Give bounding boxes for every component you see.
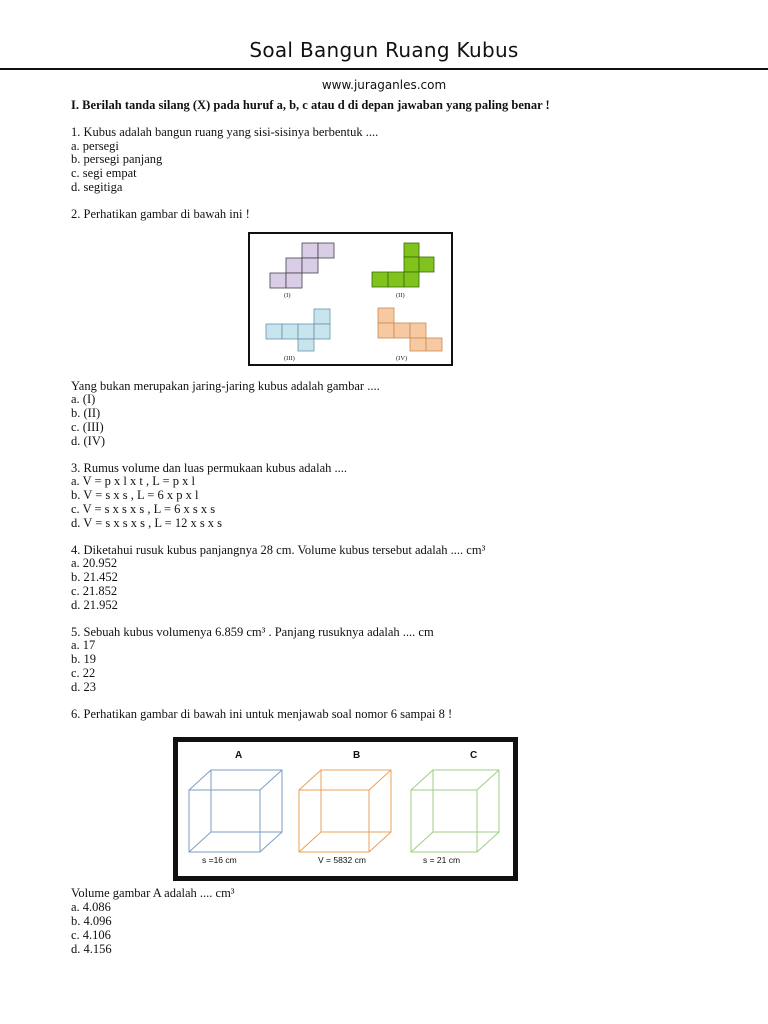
net-label-iii: (III): [284, 355, 295, 362]
net-ii: [372, 243, 434, 287]
q4-option-a: a. 20.952: [71, 556, 118, 571]
cube-label-a: A: [235, 750, 243, 761]
q4-option-c: c. 21.852: [71, 583, 118, 598]
q6-option-c: c. 4.106: [71, 927, 111, 942]
question-3: 3. Rumus volume dan luas permukaan kubus adalah ....: [71, 460, 347, 475]
q5-option-d: d. 23: [71, 679, 96, 694]
page-title: Soal Bangun Ruang Kubus: [249, 38, 519, 62]
question-2: 2. Perhatikan gambar di bawah ini !: [71, 206, 250, 221]
question-5: 5. Sebuah kubus volumenya 6.859 cm³ . Panjang rusuknya adalah .... cm: [71, 624, 434, 639]
header-divider: [0, 68, 768, 70]
question-4: 4. Diketahui rusuk kubus panjangnya 28 cm. Volume kubus tersebut adalah .... cm³: [71, 542, 486, 557]
q6-prompt: Volume gambar A adalah .... cm³: [71, 886, 235, 901]
q2-option-d: d. (IV): [71, 433, 106, 448]
net-iii: [266, 309, 330, 351]
q5-option-c: c. 22: [71, 665, 96, 680]
q2-option-b: b. (II): [71, 406, 101, 421]
q3-option-a: a. V = p x l x t , L = p x l: [71, 474, 195, 489]
q2-option-c: c. (III): [71, 419, 104, 434]
cube-label-c: C: [470, 750, 478, 761]
q3-option-d: d. V = s x s x s , L = 12 x s x s: [71, 515, 223, 530]
net-label-ii: (II): [396, 292, 405, 299]
question-6: 6. Perhatikan gambar di bawah ini untuk menjawab soal nomor 6 sampai 8 !: [71, 706, 453, 721]
instruction: I. Berilah tanda silang (X) pada huruf a, b, c atau d di depan jawaban yang paling benar !: [71, 98, 550, 112]
q1-option-a: a. persegi: [71, 138, 119, 153]
net-label-i: (I): [284, 292, 291, 299]
cube-caption-c: s = 21 cm: [423, 855, 461, 865]
cube-nets-svg: [250, 234, 451, 364]
q1-option-b: b. persegi panjang: [71, 152, 163, 167]
q6-option-b: b. 4.096: [71, 913, 112, 928]
cube-nets-figure: [248, 232, 453, 366]
q5-option-a: a. 17: [71, 638, 96, 653]
net-label-iv: (IV): [396, 355, 408, 362]
q4-option-d: d. 21.952: [71, 597, 118, 612]
q4-option-b: b. 21.452: [71, 570, 118, 585]
q6-option-d: d. 4.156: [71, 941, 112, 956]
q3-option-c: c. V = s x s x s , L = 6 x s x s: [71, 501, 216, 516]
q2-option-a: a. (I): [71, 392, 96, 407]
cube-b: [299, 770, 391, 852]
site-url: www.juraganles.com: [321, 78, 447, 92]
cube-label-b: B: [353, 750, 361, 761]
cube-caption-a: s =16 cm: [202, 855, 237, 865]
q3-option-b: b. V = s x s , L = 6 x p x l: [71, 488, 199, 503]
net-iv: [378, 308, 442, 351]
cubes-figure: [173, 737, 518, 881]
question-1: 1. Kubus adalah bangun ruang yang sisi-sisinya berbentuk ....: [71, 124, 379, 139]
cube-caption-b: V = 5832 cm: [318, 855, 366, 865]
q6-option-a: a. 4.086: [71, 900, 111, 915]
cube-a: [189, 770, 282, 852]
cube-c: [411, 770, 499, 852]
q1-option-d: d. segitiga: [71, 179, 123, 194]
q2-prompt: Yang bukan merupakan jaring-jaring kubus adalah gambar ....: [71, 378, 380, 393]
q5-option-b: b. 19: [71, 652, 96, 667]
q1-option-c: c. segi empat: [71, 166, 137, 181]
net-i: [270, 243, 334, 288]
